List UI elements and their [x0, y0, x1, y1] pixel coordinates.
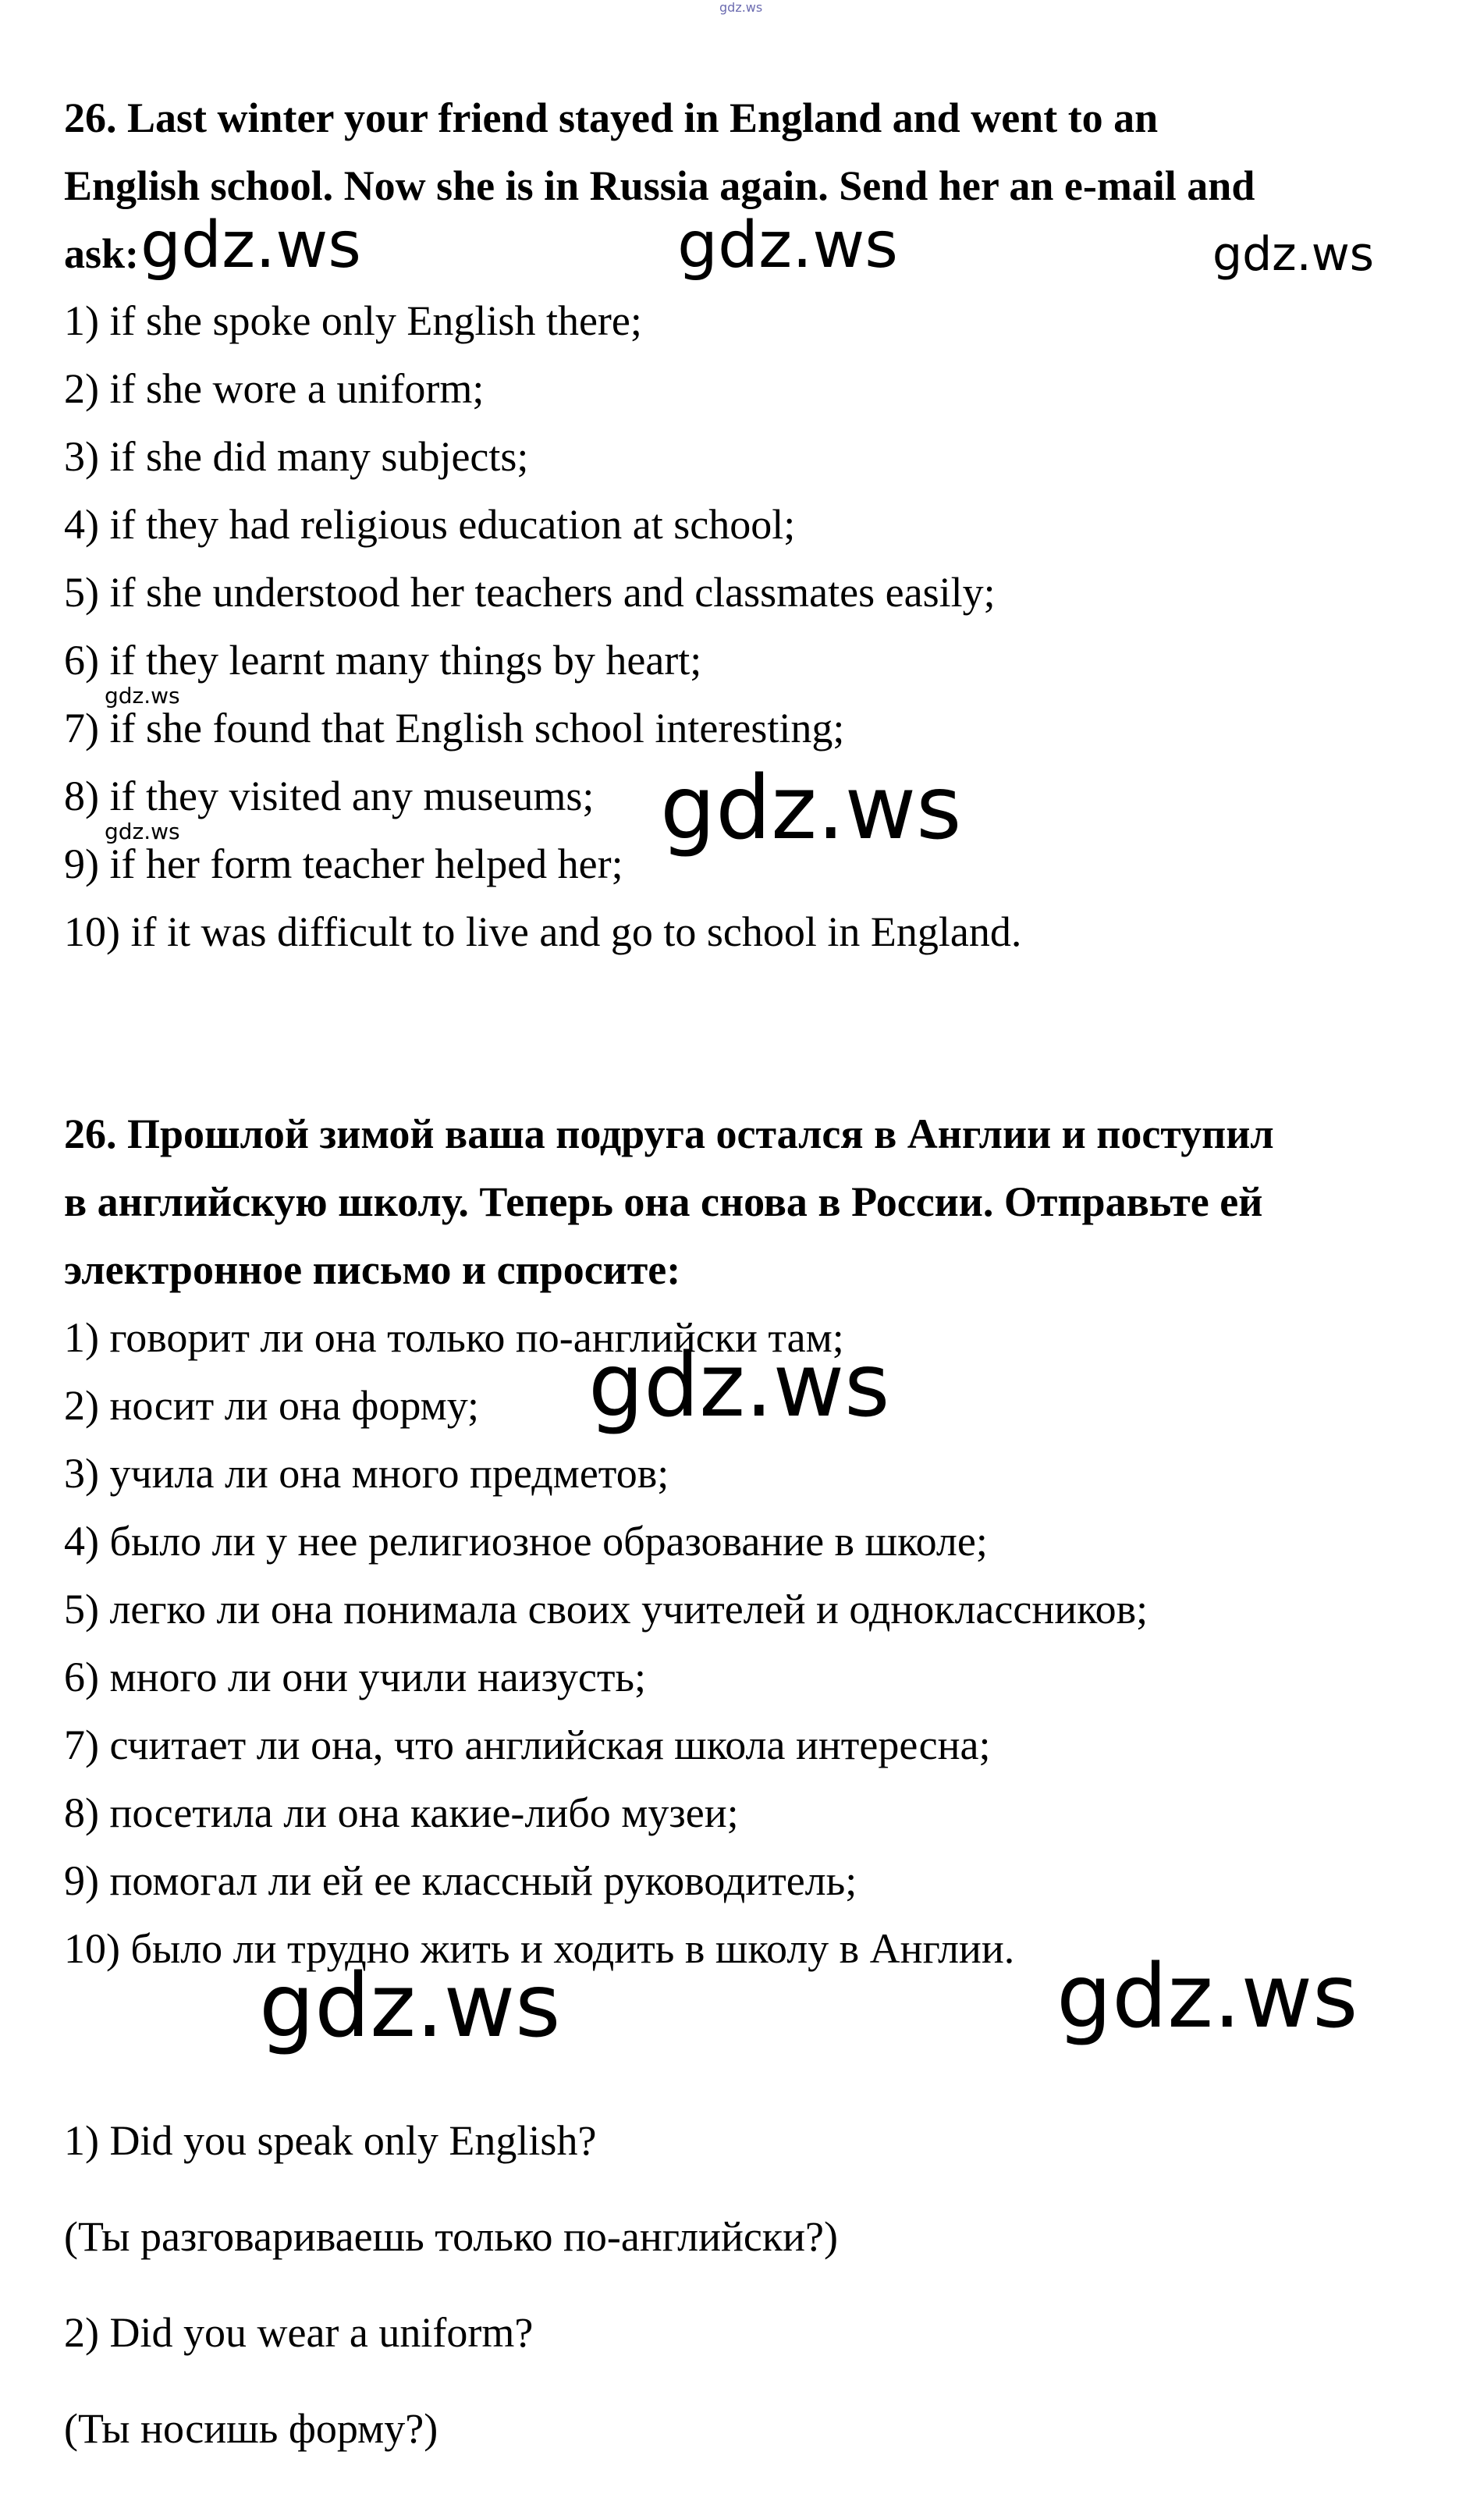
- watermark-top: gdz.ws: [719, 0, 763, 15]
- task-en-item-5: 5) if she understood her teachers and classmates easily;: [64, 569, 996, 616]
- task-ru-item-9: 9) помогал ли ей ее классный руководитель;: [64, 1857, 857, 1904]
- task-en-item-10: 10) if it was difficult to live and go to school in England.: [64, 908, 1022, 955]
- task-en-item-6: 6) if they learnt many things by heart;: [64, 637, 702, 684]
- task-en-item-8: 8) if they visited any museums;: [64, 773, 595, 819]
- task-en-item-9: 9) if her form teacher helped her;: [64, 840, 623, 887]
- task-ru-item-10: 10) было ли трудно жить и ходить в школу в Англии.: [64, 1925, 1015, 1972]
- watermark: gdz.ws: [588, 1335, 890, 1437]
- task-en-item-1: 1) if she spoke only English there;: [64, 297, 642, 344]
- task-ru-item-3: 3) учила ли она много предметов;: [64, 1450, 669, 1497]
- watermark: gdz.ws: [1212, 227, 1375, 282]
- task-ru-item-7: 7) считает ли она, что английская школа интересна;: [64, 1721, 991, 1768]
- answer-2-ru: (Ты носишь форму?): [64, 2405, 438, 2452]
- watermark: gdz.ws: [140, 208, 361, 282]
- task-ru-heading-line-3: электронное письмо и спросите:: [64, 1246, 681, 1293]
- watermark: gdz.ws: [660, 758, 962, 859]
- task-en-item-4: 4) if they had religious education at school;: [64, 501, 796, 548]
- answer-1-ru: (Ты разговариваешь только по-английски?): [64, 2213, 838, 2260]
- answer-1-en: 1) Did you speak only English?: [64, 2117, 597, 2164]
- task-ru-item-4: 4) было ли у нее религиозное образование в школе;: [64, 1518, 988, 1565]
- task-ru-item-6: 6) много ли они учили наизусть;: [64, 1654, 647, 1700]
- task-ru-heading-line-1: 26. Прошлой зимой ваша подруга остался в Англии и поступил: [64, 1110, 1274, 1157]
- task-ru-item-5: 5) легко ли она понимала своих учителей и одноклассников;: [64, 1586, 1149, 1633]
- task-en-heading-line-2: English school. Now she is in Russia again. Send her an e-mail and: [64, 162, 1255, 209]
- watermark: gdz.ws: [105, 819, 180, 844]
- task-en-heading-line-3: ask:: [64, 230, 140, 277]
- answer-2-en: 2) Did you wear a uniform?: [64, 2309, 534, 2356]
- task-en-heading-line-1: 26. Last winter your friend stayed in England and went to an: [64, 94, 1159, 141]
- watermark: gdz.ws: [259, 1956, 561, 2057]
- task-en-item-2: 2) if she wore a uniform;: [64, 365, 485, 412]
- task-ru-item-2: 2) носит ли она форму;: [64, 1382, 480, 1429]
- watermark: gdz.ws: [677, 208, 898, 282]
- task-en-item-3: 3) if she did many subjects;: [64, 433, 529, 480]
- task-en-item-7: 7) if she found that English school interesting;: [64, 705, 845, 751]
- task-ru-item-8: 8) посетила ли она какие-либо музеи;: [64, 1789, 739, 1836]
- task-ru-item-1: 1) говорит ли она только по-английски там;: [64, 1314, 844, 1361]
- watermark: gdz.ws: [1056, 1946, 1358, 2048]
- watermark: gdz.ws: [105, 683, 180, 709]
- task-ru-heading-line-2: в английскую школу. Теперь она снова в России. Отправьте ей: [64, 1178, 1263, 1225]
